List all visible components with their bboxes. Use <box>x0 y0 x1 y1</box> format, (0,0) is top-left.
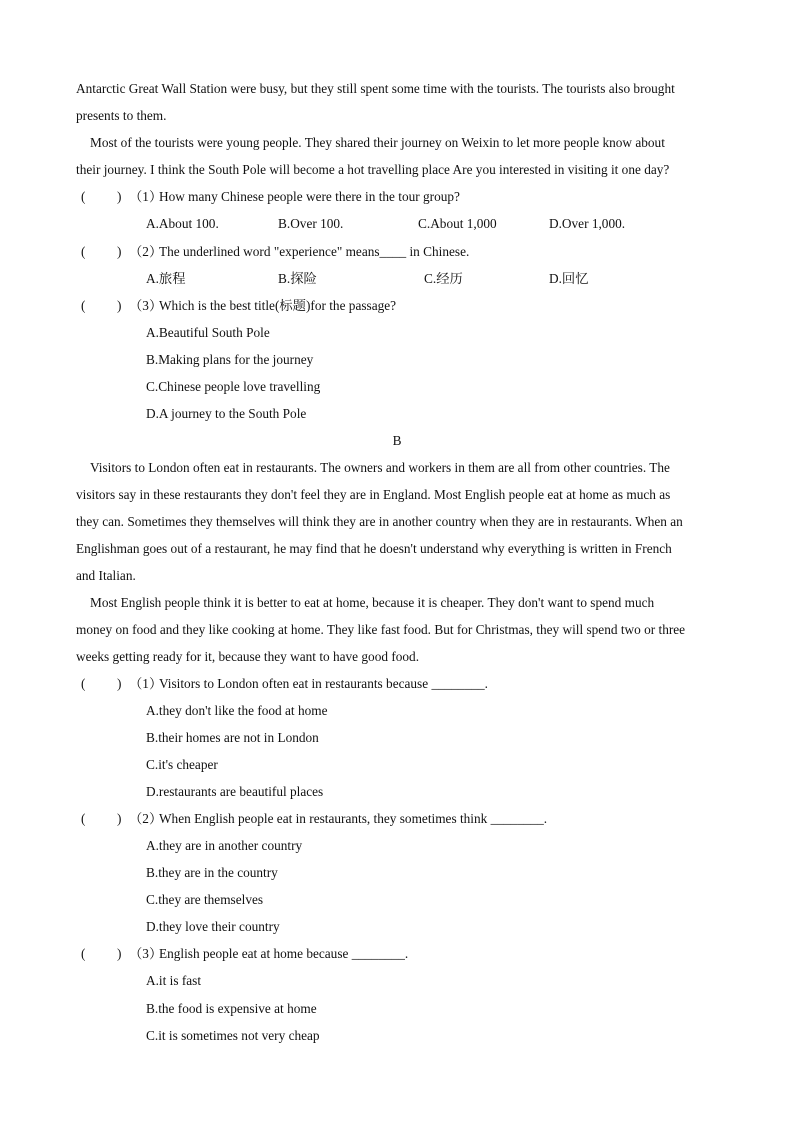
question-b3 <box>81 946 408 962</box>
question-a3 <box>81 298 396 314</box>
question-number: （3） <box>129 946 163 961</box>
answer-blank-open[interactable]: ( <box>81 298 86 313</box>
passage-a-line-4: their journey. I think the South Pole will become a hot travelling place Are you interested in visiting it one day? <box>76 162 670 177</box>
question-b2 <box>81 811 547 827</box>
passage-b-line-4: Englishman goes out of a restaurant, he may find that he doesn't understand why everything is written in French <box>76 541 672 556</box>
passage-b-line-2: visitors say in these restaurants they don't feel they are in England. Most English people eat at home as much as <box>76 487 671 502</box>
option-c[interactable]: C.they are themselves <box>146 892 264 907</box>
option-d[interactable]: D.Over 1,000. <box>549 216 626 231</box>
passage-a-line-1: Antarctic Great Wall Station were busy, but they still spent some time with the tourists. The tourists also brought <box>76 81 675 96</box>
option-b[interactable]: B.their homes are not in London <box>146 730 319 745</box>
option-a[interactable]: A.About 100. <box>146 216 219 231</box>
option-c[interactable]: C.About 1,000 <box>418 216 497 231</box>
answer-blank-open[interactable]: ( <box>81 189 86 204</box>
passage-a-line-2: presents to them. <box>76 108 167 123</box>
option-b[interactable]: B.Over 100. <box>278 216 344 231</box>
question-number: （1） <box>129 189 163 204</box>
option-a[interactable]: A.they are in another country <box>146 838 303 853</box>
option-c[interactable]: C.经历 <box>424 271 463 286</box>
answer-blank-close: ) <box>117 189 122 204</box>
answer-blank-open[interactable]: ( <box>81 811 86 826</box>
answer-blank-close: ) <box>117 676 122 691</box>
question-number: （1） <box>129 676 163 691</box>
passage-b-line-7: money on food and they like cooking at home. They like fast food. But for Christmas, they will spend two or three <box>76 622 686 637</box>
question-text: When English people eat in restaurants, they sometimes think ________. <box>159 811 548 826</box>
answer-blank-close: ) <box>117 244 122 259</box>
passage-b-line-6: Most English people think it is better to eat at home, because it is cheaper. They don't want to spend much <box>90 595 655 610</box>
question-a1 <box>81 189 460 205</box>
option-c[interactable]: C.Chinese people love travelling <box>146 379 321 394</box>
option-b[interactable]: B.they are in the country <box>146 865 278 880</box>
option-a[interactable]: A.Beautiful South Pole <box>146 325 270 340</box>
section-heading: B <box>392 433 402 448</box>
passage-b-line-1: Visitors to London often eat in restaurants. The owners and workers in them are all from other countries. The <box>90 460 670 475</box>
question-number: （3） <box>129 298 163 313</box>
passage-b-line-8: weeks getting ready for it, because they want to have good food. <box>76 649 420 664</box>
option-d[interactable]: D.回忆 <box>549 271 589 286</box>
option-b[interactable]: B.the food is expensive at home <box>146 1001 317 1016</box>
question-number: （2） <box>129 811 163 826</box>
option-b[interactable]: B.Making plans for the journey <box>146 352 314 367</box>
answer-blank-open[interactable]: ( <box>81 244 86 259</box>
option-d[interactable]: D.restaurants are beautiful places <box>146 784 324 799</box>
answer-blank-open[interactable]: ( <box>81 676 86 691</box>
answer-blank-open[interactable]: ( <box>81 946 86 961</box>
question-number: （2） <box>129 244 163 259</box>
question-a2 <box>81 244 469 260</box>
passage-a-line-3: Most of the tourists were young people. They shared their journey on Weixin to let more people know about <box>90 135 665 150</box>
passage-b-line-3: they can. Sometimes they themselves will think they are in another country when they are in restaurants. When an <box>76 514 683 529</box>
option-a[interactable]: A.旅程 <box>146 271 186 286</box>
option-a[interactable]: A.it is fast <box>146 973 202 988</box>
option-c[interactable]: C.it's cheaper <box>146 757 218 772</box>
question-text: How many Chinese people were there in the tour group? <box>159 189 460 204</box>
answer-blank-close: ) <box>117 946 122 961</box>
question-text: Visitors to London often eat in restaurants because ________. <box>159 676 488 691</box>
question-text: Which is the best title(标题)for the passage? <box>159 298 397 313</box>
answer-blank-close: ) <box>117 811 122 826</box>
option-a[interactable]: A.they don't like the food at home <box>146 703 328 718</box>
question-text: English people eat at home because ________. <box>159 946 409 961</box>
question-text: The underlined word "experience" means____ in Chinese. <box>159 244 470 259</box>
option-b[interactable]: B.探险 <box>278 271 317 286</box>
option-d[interactable]: D.they love their country <box>146 919 280 934</box>
option-c[interactable]: C.it is sometimes not very cheap <box>146 1028 320 1043</box>
passage-b-line-5: and Italian. <box>76 568 136 583</box>
answer-blank-close: ) <box>117 298 122 313</box>
option-d[interactable]: D.A journey to the South Pole <box>146 406 307 421</box>
question-b1 <box>81 676 488 692</box>
